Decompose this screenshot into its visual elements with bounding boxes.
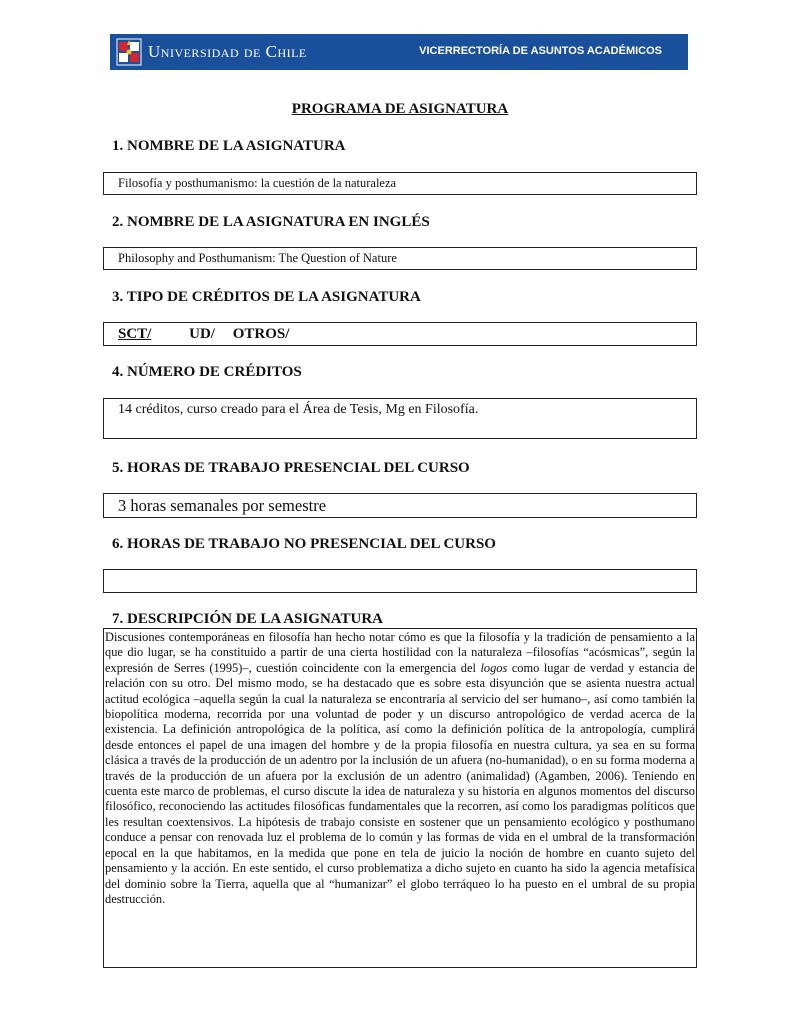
section-4-heading: 4. NÚMERO DE CRÉDITOS: [112, 364, 302, 380]
section-5-heading: 5. HORAS DE TRABAJO PRESENCIAL DEL CURSO: [112, 460, 470, 476]
section-6-heading: 6. HORAS DE TRABAJO NO PRESENCIAL DEL CURSO: [112, 536, 496, 552]
section-1-box: [103, 172, 697, 195]
section-5-box: [103, 493, 697, 518]
description-part-1: Discusiones contemporáneas en filosofía han hecho notar cómo es que la filosofía y la tradición de pensamiento a la que dio lugar, se ha constituido a partir de una cierta hostilidad con la naturaleza –filosofías “acósmicas”, según la expresión de Serres (1995)–, cuestión coincidente con la emergencia del: [105, 630, 695, 675]
course-name: Filosofía y posthumanismo: la cuestión de la naturaleza: [118, 176, 397, 190]
description-part-2: como lugar de verdad y estancia de relación con su otro. Del mismo modo, se ha destacado que es sobre esta disyunción que se asienta nuestra actual actitud ecológica –aquella según la cual la naturaleza se encontraría al servicio del ser humano–, así como también la biopolítica moderna, recorrida por una voluntad de poder y un discurso antropológico de verdad acerca de la existencia. La definición antropológica de la política, así como la definición política de la antropología, cumplirá desde entonces el papel de una imagen del hombre y de la propia filosofía en nuestra cultura, ya sea en su forma clásica a través de la producción de un adentro por la inclusión de un afuera (no-humanidad), o en su forma moderna a través de la producción de un afuera por la exclusión de un adentro (animalidad) (Agamben, 2006). Teniendo en cuenta este marco de problemas, el curso discute la idea de naturaleza y su historia en algunos momentos del discurso filosófico, reconociendo las actitudes filosóficas fundamentales que la recorren, así como los paradigmas políticos que les resultan coextensivos. La hipótesis de trabajo consiste en sostener que un pensamiento ecológico y posthumano conduce a pensar con renovada luz el problema de lo común y las formas de vida en el umbral de la transformación epocal en la que habitamos, en la medida que pone en tela de juicio la noción de hombre en cuanto sujeto del pensamiento y la acción. En este sentido, el curso problematiza a dicho sujeto en cuanto ha sido la agencia metafísica del dominio sobre la Tierra, aquella que al “humanizar” el globo terráqueo lo ha puesto en el umbral de su propia destrucción.: [105, 660, 696, 906]
course-name-english: Philosophy and Posthumanism: The Question of Nature: [118, 251, 397, 265]
section-3-heading: 3. TIPO DE CRÉDITOS DE LA ASIGNATURA: [112, 289, 421, 305]
vicerrectoria-name: VICERRECTORÍA DE ASUNTOS ACADÉMICOS: [419, 45, 662, 57]
section-3-box: [103, 322, 697, 346]
section-1-heading: 1. NOMBRE DE LA ASIGNATURA: [112, 138, 346, 154]
section-6-box: [103, 569, 697, 593]
credit-type-ud: UD/: [189, 326, 215, 342]
credit-type-sct: SCT/: [118, 326, 152, 342]
section-2-heading: 2. NOMBRE DE LA ASIGNATURA EN INGLÉS: [112, 214, 430, 230]
document-title: PROGRAMA DE ASIGNATURA: [291, 101, 509, 117]
credit-count: 14 créditos, curso creado para el Área de Tesis, Mg en Filosofía.: [118, 402, 479, 417]
section-4-box: [103, 398, 697, 439]
credit-type-options: [118, 326, 289, 343]
presential-hours: 3 horas semanales por semestre: [118, 496, 327, 515]
description-box: [103, 628, 697, 968]
description-italic-term: logos: [480, 660, 508, 675]
credit-type-otros: OTROS/: [232, 326, 290, 342]
university-name: Universidad de Chile: [148, 42, 307, 61]
course-description: [105, 630, 695, 907]
university-seal-icon: [116, 38, 142, 66]
section-7-heading: 7. DESCRIPCIÓN DE LA ASIGNATURA: [112, 611, 384, 627]
header-banner: [110, 34, 688, 70]
section-2-box: [103, 247, 697, 270]
